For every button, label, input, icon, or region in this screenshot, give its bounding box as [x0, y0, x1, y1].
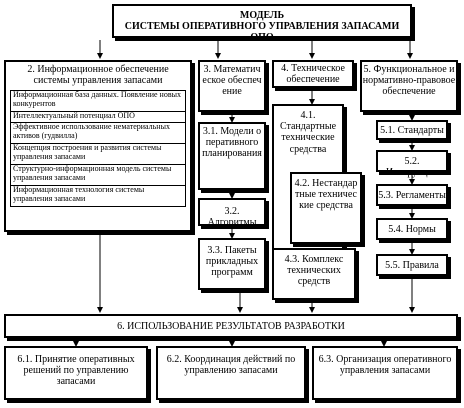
block3-2-label: 3.2. Алгоритмы — [207, 206, 257, 229]
block4-2-label: 4.2. Нестандартные технические средства — [294, 178, 358, 212]
block-results-usage — [4, 314, 458, 338]
block2-item: Информационная база данных. Появление новых конкурентов — [10, 90, 186, 112]
block5-5-rules — [376, 254, 448, 276]
block4-1-label: 4.1. Стандартные технические средства — [279, 110, 337, 155]
block6-3-organization — [312, 346, 458, 400]
block5-4-norms — [376, 218, 448, 240]
block3-1-planning-models — [198, 122, 266, 190]
block2-item: Структурно-информационная модель системы управления запасами — [10, 164, 186, 186]
block6-1-decisions — [4, 346, 148, 400]
block3-1-label: 3.1. Модели оперативного планирования — [202, 126, 262, 160]
block6-2-coordination — [156, 346, 306, 400]
block5-4-label: 5.4. Нормы — [388, 224, 436, 235]
block5-3-regulations — [376, 184, 448, 206]
model-title-box — [112, 4, 412, 44]
model-subtitle: СИСТЕМЫ ОПЕРАТИВНОГО УПРАВЛЕНИЯ ЗАПАСАМИ ОПО — [124, 21, 400, 44]
block2-item: Эффективное использование нематериальных активов (гудвилла) — [10, 122, 186, 144]
block-math-support — [198, 60, 266, 112]
block2-item: Информационная технология системы управления запасами — [10, 185, 186, 207]
block4-2-nonstandard-tools — [290, 172, 362, 244]
block6-2-label: 6.2. Координация действий по управлению запасами — [166, 354, 296, 377]
block-information-support — [4, 60, 192, 232]
block5-1-standards — [376, 120, 448, 140]
block5-5-label: 5.5. Правила — [385, 260, 439, 271]
block6-1-label: 6.1. Принятие оперативных решений по управлению запасами — [17, 354, 135, 388]
block3-3-label: 3.3. Пакеты прикладных программ — [205, 245, 259, 279]
block3-3-software-packages — [198, 238, 266, 290]
block2-item: Концепция построения и развития системы управления запасами — [10, 143, 186, 165]
block-functional-legal-support — [360, 60, 458, 112]
block3-title: 3. Математическое обеспечение — [202, 64, 262, 98]
block4-title: 4. Техническое обеспечение — [281, 63, 345, 86]
block5-title: 5. Функциональное и нормативно-правовое обеспечение — [362, 64, 456, 98]
block6-3-label: 6.3. Организация оперативного управления запасами — [318, 354, 452, 377]
block3-2-algorithms — [198, 198, 266, 229]
block5-2-instructions — [376, 150, 448, 179]
block-technical-support — [272, 60, 354, 88]
block2-title: 2. Информационное обеспечение системы управления запасами — [27, 64, 169, 87]
block6-title: 6. ИСПОЛЬЗОВАНИЕ РЕЗУЛЬТАТОВ РАЗРАБОТКИ — [117, 321, 345, 332]
block4-3-tools-complex — [272, 248, 356, 300]
block5-1-label: 5.1. Стандарты — [380, 125, 444, 136]
block4-3-label: 4.3. Комплекс технических средств — [284, 254, 344, 288]
model-title: МОДЕЛЬ — [239, 10, 285, 21]
block2-item: Интеллектуальный потенциал ОПО — [10, 111, 186, 123]
block5-3-label: 5.3. Регламенты — [378, 190, 446, 201]
block5-2-label: 5.2. Инструкции — [385, 156, 439, 179]
